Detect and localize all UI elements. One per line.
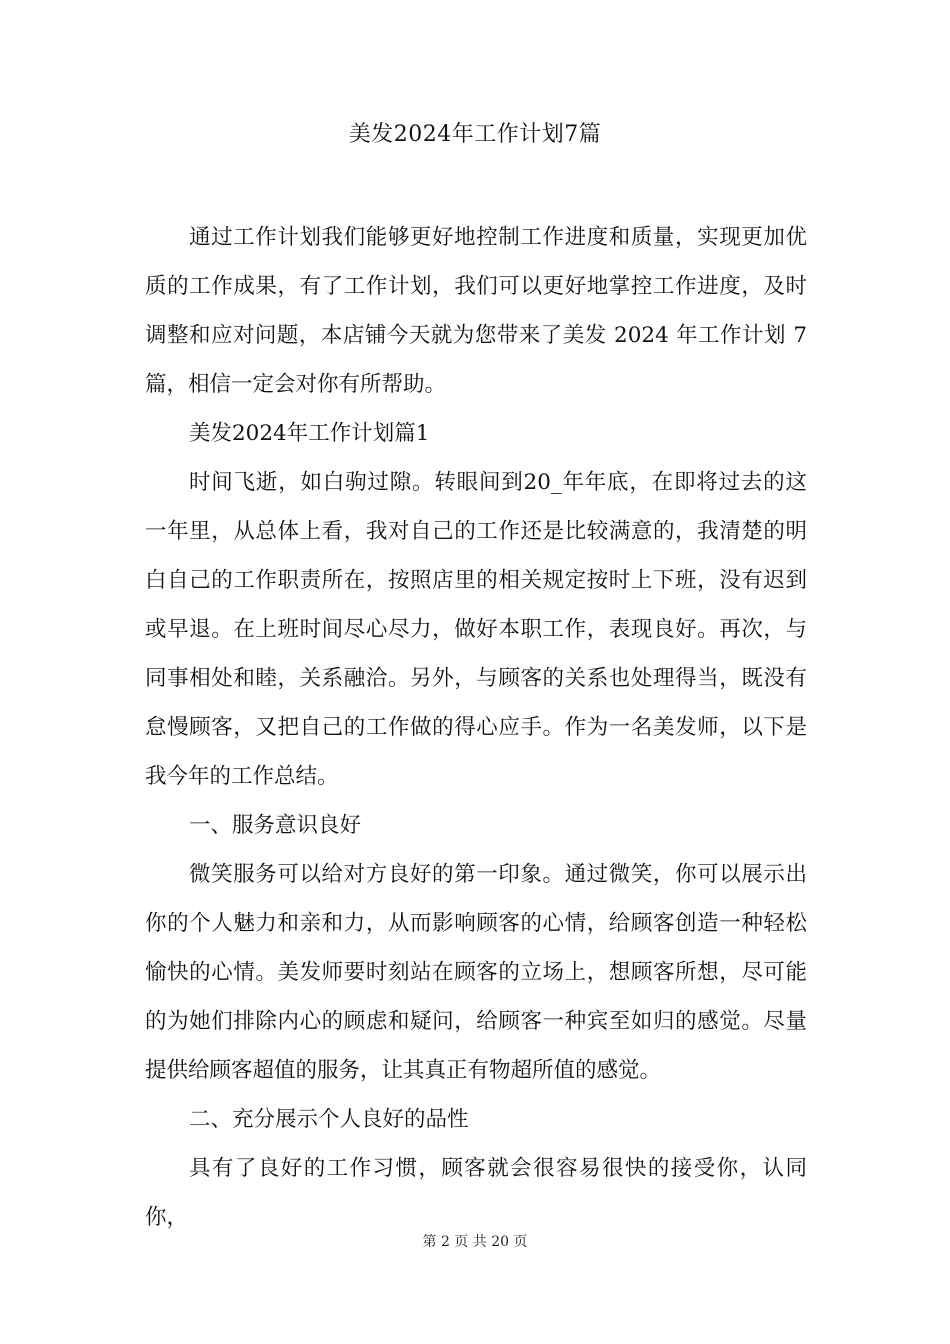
- subheading-service: 一、服务意识良好: [189, 813, 362, 838]
- character-paragraph: 具有了良好的工作习惯，顾客就会很容易很快的接受你，认同你，: [145, 1156, 807, 1230]
- document-body: [145, 213, 807, 1242]
- document-title: 美发2024年工作计划7篇: [348, 122, 602, 147]
- page-footer: 第 2 页 共 20 页: [422, 1234, 528, 1250]
- section-paragraph: 时间飞逝，如白驹过隙。转眼间到20_年年底，在即将过去的这一年里，从总体上看，我对自己的工作还是比较满意的，我清楚的明白自己的工作职责所在，按照店里的相关规定按时上下班，没有迟到或早退。在上班时间尽心尽力，做好本职工作，表现良好。再次，与同事相处和睦，关系融洽。另外，与顾客的关系也处理得当，既没有怠慢顾客，又把自己的工作做的得心应手。作为一名美发师，以下是我今年的工作总结。: [145, 470, 807, 789]
- section-heading: 美发2024年工作计划篇1: [189, 421, 430, 446]
- subheading-character: 二、充分展示个人良好的品性: [189, 1107, 469, 1132]
- intro-paragraph: 通过工作计划我们能够更好地控制工作进度和质量，实现更加优质的工作成果，有了工作计划，我们可以更好地掌控工作进度，及时调整和应对问题，本店铺今天就为您带来了美发 2024 年工作计划 7 篇，相信一定会对你有所帮助。: [145, 225, 807, 397]
- service-paragraph: 微笑服务可以给对方良好的第一印象。通过微笑，你可以展示出你的个人魅力和亲和力，从而影响顾客的心情，给顾客创造一种轻松愉快的心情。美发师要时刻站在顾客的立场上，想顾客所想，尽可能的为她们排除内心的顾虑和疑问，给顾客一种宾至如归的感觉。尽量提供给顾客超值的服务，让其真正有物超所值的感觉。: [145, 862, 807, 1083]
